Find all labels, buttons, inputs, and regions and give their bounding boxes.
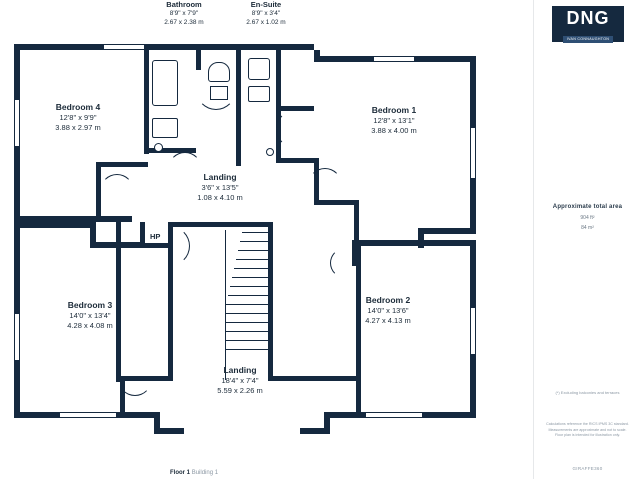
wall-stair-right [268,222,273,380]
wall-ensuite-left [236,44,241,166]
shower-icon [248,58,270,80]
room-imperial: 14'0" x 13'6" [367,306,409,315]
room-name: Bedroom 3 [67,300,113,310]
disclaimer-text: Calculations reference the RICS IPMS 3C standard. Measurements are approximate and not to scale. Floor plan is intended for illustration only. [546,422,629,437]
stair-tread [226,313,270,314]
wall-right-lower2 [470,354,476,418]
door-bedroom3-icon [118,362,152,396]
stair-tread [236,259,270,260]
room-label-landing-upper [150,172,290,203]
giraffe-credit: GIRAFFE360 [572,466,603,471]
sidebar [533,0,640,479]
wall-left-lower2 [14,360,20,418]
wall-porch-left [154,428,184,434]
wall-landing-left-top [96,162,148,167]
door-bedroom1-icon [308,168,342,202]
stair-tread [234,268,270,269]
wall-internal-a [196,44,201,70]
room-imperial: 14'0" x 13'4" [69,311,111,320]
wall-hp-top [90,242,140,248]
footer-building: Building 1 [191,470,219,476]
stair-tread [228,295,270,296]
wall-bedroom3-right-a [116,222,121,312]
stair-tread [240,241,270,242]
door-ensuite-icon [276,110,314,148]
room-name: Bedroom 2 [365,295,411,305]
stair-tread [242,232,270,233]
stair-stringer [225,230,226,380]
room-metric: 4.27 x 4.13 m [365,316,411,325]
logo-subtitle: IVAN CONNAUGHTON [563,36,613,43]
wall-landing-lower-right-v [356,376,361,416]
wall-top-left [14,44,104,50]
wall-stair-top [168,222,273,227]
room-metric: 5.59 x 2.26 m [217,386,263,395]
room-label-bedroom-3 [20,300,160,331]
room-label-landing-lower [170,365,310,396]
wall-bedroom2-left-upper [354,200,359,246]
door-bedroom4-icon [100,174,134,208]
dng-logo [552,6,624,42]
window-top-bedroom4 [104,44,144,50]
sink-icon [152,118,178,138]
stair-tread [226,331,270,332]
room-imperial: 18'4" x 7'4" [221,376,259,385]
wall-left-upper2 [14,146,20,222]
wall-right-lower [470,246,476,308]
wall-ensuite-right [276,44,281,110]
ensuite-toilet-icon [266,148,274,156]
window-right-bedroom1 [470,128,476,178]
bath-tub-icon [152,60,178,106]
area-title: Approximate total area [552,204,623,210]
room-name: Bathroom [166,0,202,9]
stair-tread [226,349,270,350]
room-imperial: 12'8" x 13'1" [373,116,415,125]
window-bottom-bedroom2 [366,412,422,418]
stair-tread [238,250,270,251]
wall-bottom-right2 [422,412,476,418]
excluding-note: (*) Excluding balconies and terraces [555,390,620,395]
stair-tread [226,322,270,323]
room-metric: 2.67 x 2.38 m [164,18,204,26]
room-imperial: 12'8" x 9'9" [59,113,97,122]
room-metric: 3.88 x 4.00 m [371,126,417,135]
room-metric: 4.28 x 4.08 m [67,321,113,330]
wall-bedroom2-top [352,240,476,246]
stair-tread [230,286,270,287]
room-imperial: 8'9" x 7'9" [169,10,199,17]
room-imperial: 8'9" x 3'4" [251,10,281,17]
area-value-sqm: 84 m² [581,225,594,231]
room-name: Bedroom 4 [55,102,101,112]
toilet-icon [154,143,163,152]
room-metric: 1.08 x 4.10 m [197,193,243,202]
room-name: Landing [223,365,257,375]
wall-bathroom-left [144,44,149,154]
room-name: Bedroom 1 [371,105,417,115]
stair-tread [226,340,270,341]
wall-top-right2 [414,56,476,62]
logo-text: DNG [566,8,610,28]
wall-left-upper [14,44,20,100]
room-imperial: 3'6" x 13'5" [201,183,239,192]
room-label-bedroom-1 [324,105,464,136]
window-bottom-bedroom3 [60,412,116,418]
room-metric: 3.88 x 2.97 m [55,123,101,132]
area-value-sqft: 904 ft² [580,215,595,221]
stair-tread [232,277,270,278]
wall-lower-top-left [14,222,94,228]
stair-tread [226,304,270,305]
wall-top-right [314,56,374,62]
wall-bottom-left [14,412,60,418]
room-name: En-Suite [250,0,282,9]
plan-footer [170,470,218,476]
wall-right-upper2 [470,178,476,234]
wall-right-upper [470,56,476,128]
door-bedroom2-icon [330,248,360,278]
door-bathroom-icon [196,70,236,110]
ensuite-sink-icon [248,86,270,102]
room-label-bedroom-2 [318,295,458,326]
wall-landing-right-top [276,158,318,163]
window-right-bedroom2 [470,308,476,354]
window-top-bedroom1 [374,56,414,62]
room-metric: 2.67 x 1.02 m [246,18,286,26]
room-label-ensuite [216,0,316,27]
hot-press-label: HP [150,232,161,241]
room-name: Landing [203,172,237,182]
footer-floor: Floor 1 [170,470,191,476]
wall-top-corner [302,44,314,50]
wall-bedroom1-bottom [418,228,476,234]
room-label-bedroom-4 [8,102,148,133]
